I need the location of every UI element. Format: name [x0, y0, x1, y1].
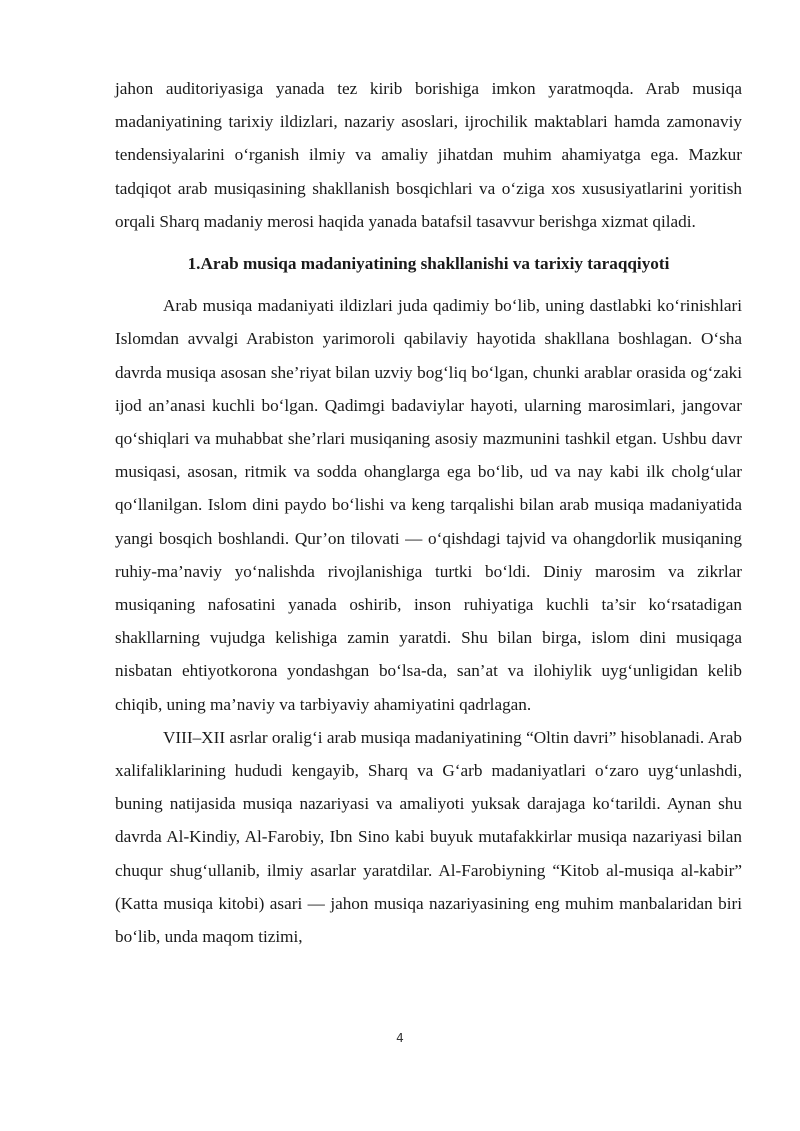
section-heading: 1.Arab musiqa madaniyatining shakllanishi va tarixiy taraqqiyoti	[187, 254, 670, 274]
page-number: 4	[396, 1031, 404, 1045]
body-paragraph-golden-age: VIII–XII asrlar oralig‘i arab musiqa madaniyatining “Oltin davri” hisoblanadi. Arab xalifaliklarining hududi kengayib, Sharq va G‘arb madaniyatlari o‘zaro uyg‘unlashdi, buning natijasida musiqa nazariyasi va amaliyoti yuksak darajaga ko‘tarildi. Aynan shu davrda Al-Kindiy, Al-Farobiy, Ibn Sino kabi buyuk mutafakkirlar musiqa nazariyasi bilan chuqur shug‘ullanib, ilmiy asarlar yaratdilar. Al-Farobiyning “Kitob al-musiqa al-kabir” (Katta musiqa kitobi) asari — jahon musiqa nazariyasining eng muhim manbalaridan biri bo‘lib, unda maqom tizimi,	[115, 727, 742, 947]
body-paragraph-origins: Arab musiqa madaniyati ildizlari juda qadimiy bo‘lib, uning dastlabki ko‘rinishlari Islomdan avvalgi Arabiston yarimoroli qabilaviy hayotida shakllana boshlagan. O‘sha davrda musiqa asosan she’riyat bilan uzviy bog‘liq bo‘lgan, chunki arablar orasida og‘zaki ijod an’anasi kuchli bo‘lgan. Qadimgi badaviylar hayoti, ularning marosimlari, jangovar qo‘shiqlari va muhabbat she’rlari musiqaning asosiy mazmunini tashkil etgan. Ushbu davr musiqasi, asosan, ritmik va sodda ohanglarga ega bo‘lib, ud va nay kabi ilk cholg‘ular qo‘llanilgan. Islom dini paydo bo‘lishi va keng tarqalishi bilan arab musiqa madaniyatida yangi bosqich boshlandi. Qur’on tilovati — o‘qishdagi tajvid va ohangdorlik musiqaning ruhiy-ma’naviy yo‘nalishda rivojlanishiga turtki bo‘ldi. Diniy marosim va zikrlar musiqaning nafosatini yanada oshirib, inson ruhiyatiga kuchli ta’sir ko‘rsatadigan shakllarning vujudga kelishiga zamin yaratdi. Shu bilan birga, islom dini musiqaga nisbatan ehtiyotkorona yondashgan bo‘lsa-da, san’at va ilohiylik uyg‘unligidan kelib chiqib, uning ma’naviy va tarbiyaviy ahamiyatini qadrlagan.	[115, 296, 742, 714]
intro-paragraph: jahon auditoriyasiga yanada tez kirib borishiga imkon yaratmoqda. Arab musiqa madaniyatining tarixiy ildizlari, nazariy asoslari, ijrochilik maktablari hamda zamonaviy tendensiyalarini o‘rganish ilmiy va amaliy jihatdan muhim ahamiyatga ega. Mazkur tadqiqot arab musiqasining shakllanish bosqichlari va o‘ziga xos xususiyatlarini yoritish orqali Sharq madaniy merosi haqida yanada batafsil tasavvur berishga xizmat qiladi.	[115, 79, 742, 231]
document-page	[115, 72, 742, 953]
